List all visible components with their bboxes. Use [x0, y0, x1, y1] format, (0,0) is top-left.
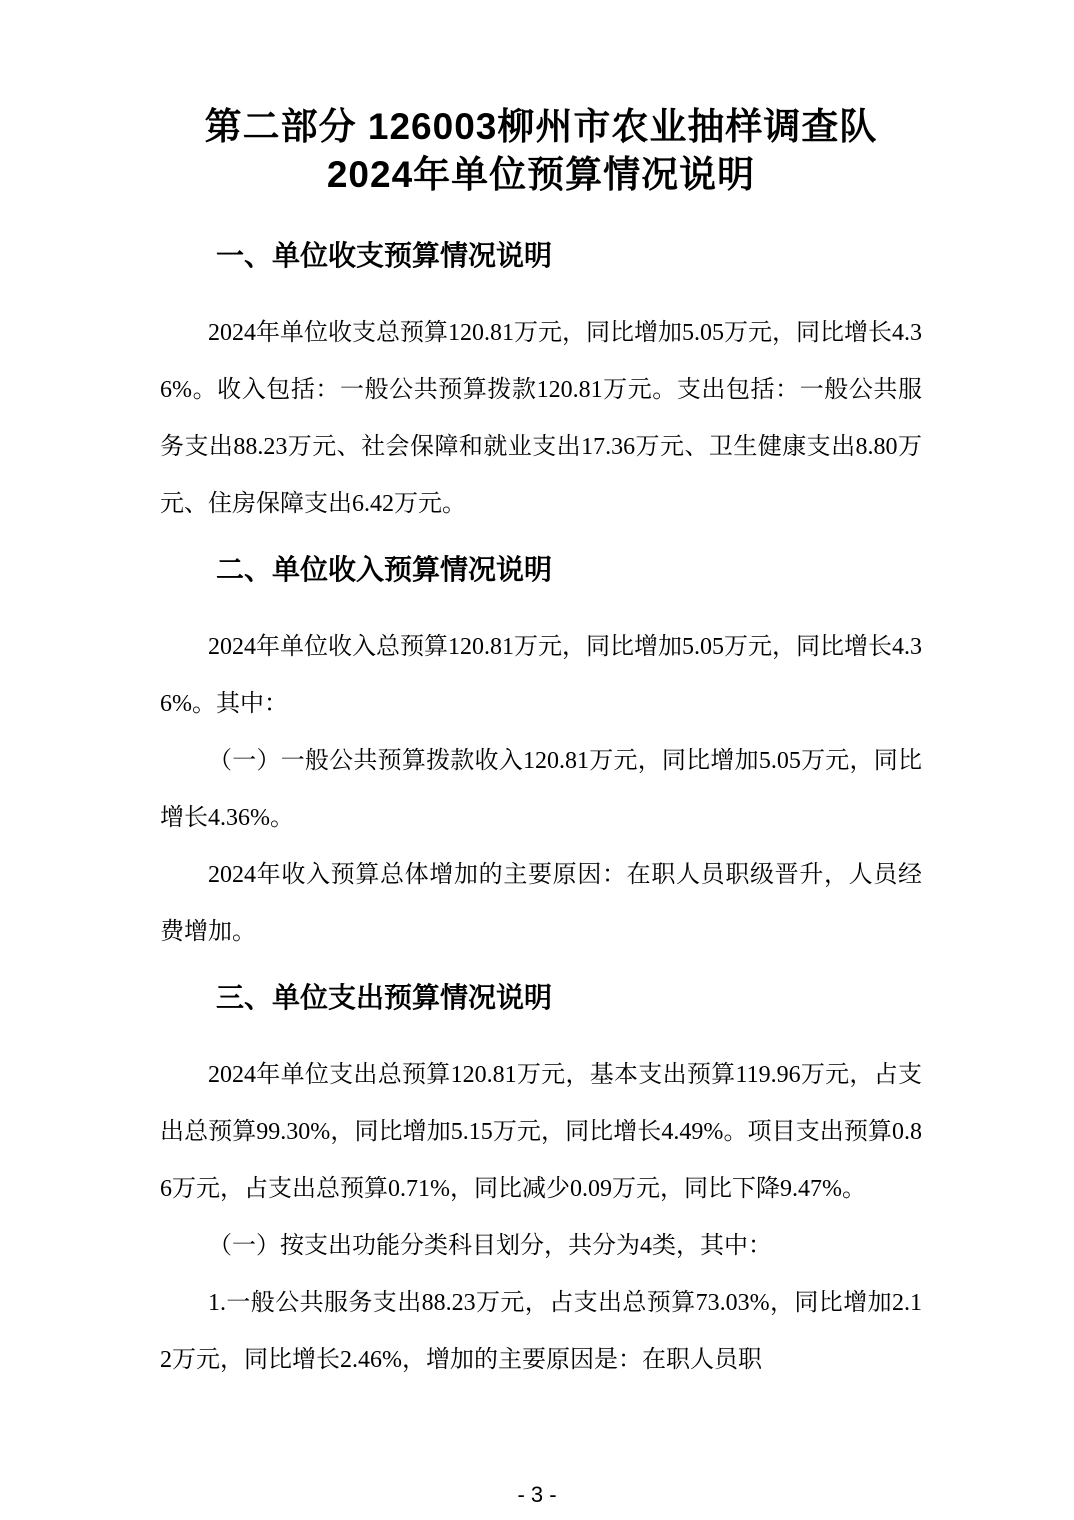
- section-2-paragraph-2: （一）一般公共预算拨款收入120.81万元，同比增加5.05万元，同比增长4.36%。: [160, 748, 922, 831]
- page-number: - 3 -: [517, 1482, 557, 1507]
- section-income-budget: [160, 541, 922, 961]
- section-expenditure-budget: [160, 969, 922, 1389]
- section-3-heading: 三、单位支出预算情况说明: [216, 982, 553, 1013]
- document-title-line1: 第二部分 126003柳州市农业抽样调查队: [204, 106, 878, 147]
- section-1-paragraph-1: 2024年单位收支总预算120.81万元，同比增加5.05万元，同比增长4.36%。收入包括：一般公共预算拨款120.81万元。支出包括：一般公共服务支出88.23万元、社会保障和就业支出17.36万元、卫生健康支出8.80万元、住房保障支出6.42万元。: [160, 320, 922, 517]
- section-2-paragraph-3: 2024年收入预算总体增加的主要原因：在职人员职级晋升，人员经费增加。: [160, 862, 922, 945]
- section-3-paragraph-1: 2024年单位支出总预算120.81万元，基本支出预算119.96万元，占支出总预算99.30%，同比增加5.15万元，同比增长4.49%。项目支出预算0.86万元，占支出总预算0.71%，同比减少0.09万元，同比下降9.47%。: [160, 1062, 922, 1202]
- section-2-paragraph-1: 2024年单位收入总预算120.81万元，同比增加5.05万元，同比增长4.36%。其中：: [160, 634, 922, 717]
- section-budget-overview: [160, 227, 922, 533]
- document-title: [160, 103, 922, 199]
- section-3-paragraph-2: （一）按支出功能分类科目划分，共分为4类，其中：: [208, 1233, 772, 1259]
- section-3-paragraph-3: 1.一般公共服务支出88.23万元，占支出总预算73.03%，同比增加2.12万元，同比增长2.46%，增加的主要原因是：在职人员职: [160, 1290, 922, 1373]
- document-title-line2: 2024年单位预算情况说明: [326, 154, 756, 195]
- section-1-heading: 一、单位收支预算情况说明: [216, 240, 553, 271]
- section-2-heading: 二、单位收入预算情况说明: [216, 554, 553, 585]
